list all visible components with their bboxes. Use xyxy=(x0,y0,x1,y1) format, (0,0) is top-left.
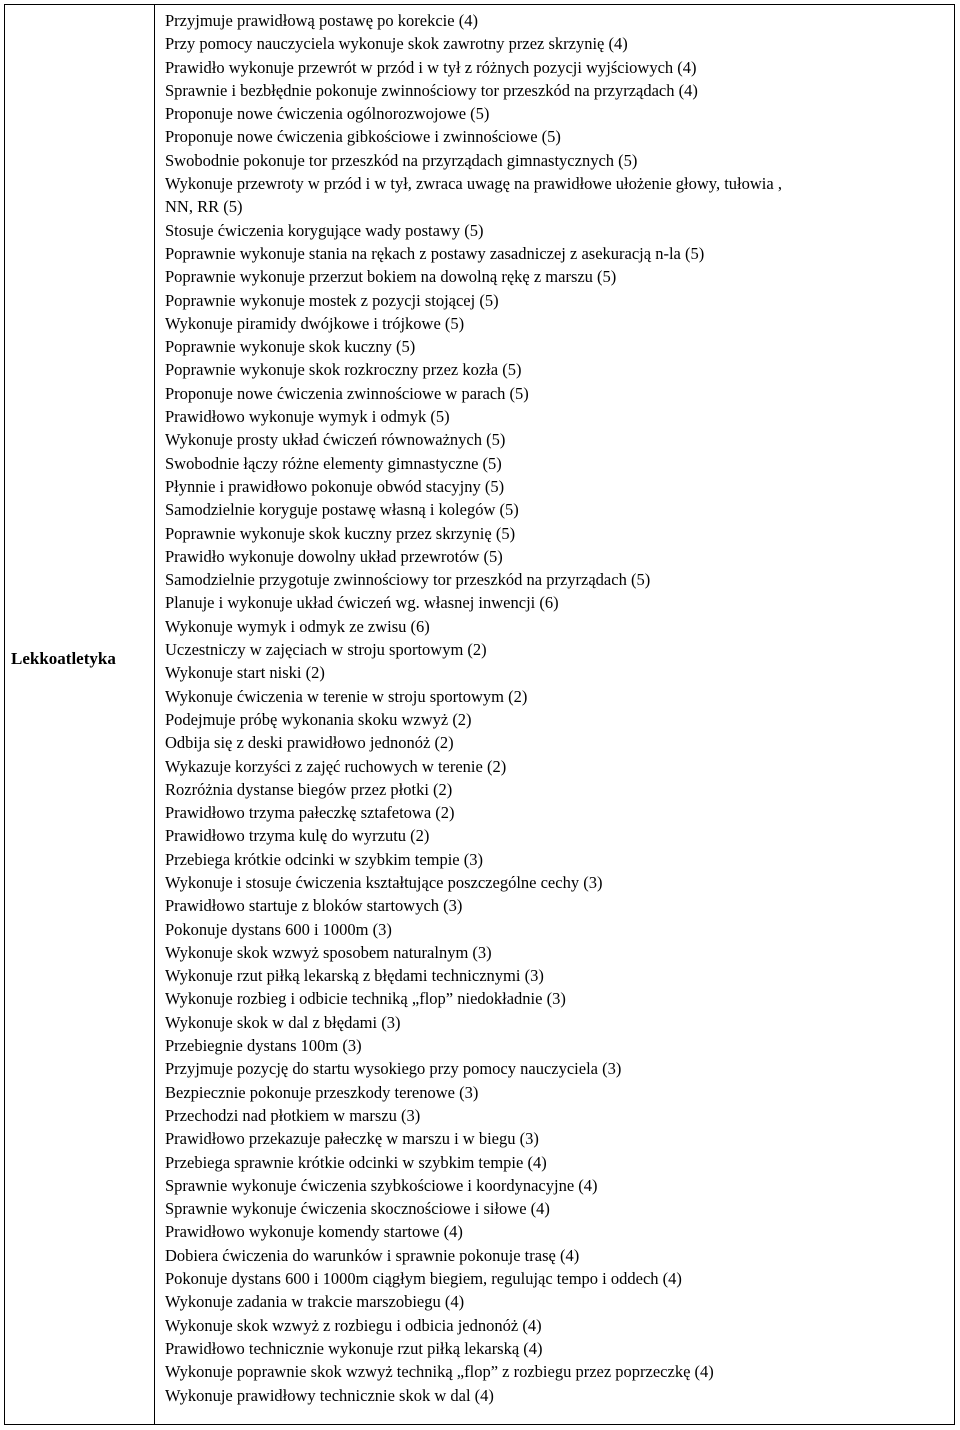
criteria-item: Pokonuje dystans 600 i 1000m (3) xyxy=(165,919,392,939)
criteria-item: Wykonuje poprawnie skok wzwyż techniką „flop” z rozbiegu przez poprzeczkę (4) xyxy=(165,1362,714,1382)
criteria-item: Wykonuje zadania w trakcie marszobiegu (4) xyxy=(165,1292,465,1312)
criteria-item: Wykonuje wymyk i odmyk ze zwisu (6) xyxy=(165,616,430,636)
criteria-item: Poprawnie wykonuje przerzut bokiem na dowolną rękę z marszu (5) xyxy=(165,267,617,287)
criteria-item: Samodzielnie koryguje postawę własną i kolegów (5) xyxy=(165,500,519,520)
category-label: Lekkoatletyka xyxy=(11,649,116,668)
criteria-item: Wykonuje prosty układ ćwiczeń równoważnych (5) xyxy=(165,430,506,450)
criteria-item: Odbija się z deski prawidłowo jednonóż (2) xyxy=(165,733,454,753)
criteria-item: Sprawnie i bezbłędnie pokonuje zwinnościowy tor przeszkód na przyrządach (4) xyxy=(165,80,698,100)
criteria-item: Wykonuje i stosuje ćwiczenia kształtujące poszczególne cechy (3) xyxy=(165,872,603,892)
criteria-item: Prawidło wykonuje przewrót w przód i w tył z różnych pozycji wyjściowych (4) xyxy=(165,57,697,77)
criteria-item: Poprawnie wykonuje stania na rękach z postawy zasadniczej z asekuracją n-la (5) xyxy=(165,243,705,263)
criteria-item: Proponuje nowe ćwiczenia gibkościowe i zwinnościowe (5) xyxy=(165,127,561,147)
criteria-item: Swobodnie łączy różne elementy gimnastyczne (5) xyxy=(165,453,502,473)
criteria-item: Wykonuje skok w dal z błędami (3) xyxy=(165,1012,401,1032)
criteria-item: Rozróżnia dystanse biegów przez płotki (2) xyxy=(165,779,453,799)
criteria-item: Dobiera ćwiczenia do warunków i sprawnie pokonuje trasę (4) xyxy=(165,1245,580,1265)
criteria-item: Wykonuje przewroty w przód i w tył, zwraca uwagę na prawidłowe ułożenie głowy, tułowia , xyxy=(165,174,782,194)
criteria-item: Prawidłowo wykonuje komendy startowe (4) xyxy=(165,1222,463,1242)
criteria-item: Prawidłowo trzyma kulę do wyrzutu (2) xyxy=(165,826,430,846)
criteria-item: Poprawnie wykonuje skok kuczny (5) xyxy=(165,337,416,357)
criteria-item: Przebiegnie dystans 100m (3) xyxy=(165,1036,362,1056)
criteria-item: NN, RR (5) xyxy=(165,197,243,217)
criteria-item: Samodzielnie przygotuje zwinnościowy tor przeszkód na przyrządach (5) xyxy=(165,570,651,590)
criteria-item: Prawidłowo startuje z bloków startowych (3) xyxy=(165,896,463,916)
criteria-item: Płynnie i prawidłowo pokonuje obwód stacyjny (5) xyxy=(165,476,505,496)
criteria-item: Wykonuje skok wzwyż sposobem naturalnym (3) xyxy=(165,942,492,962)
criteria-item: Planuje i wykonuje układ ćwiczeń wg. własnej inwencji (6) xyxy=(165,593,559,613)
criteria-item: Podejmuje próbę wykonania skoku wzwyż (2) xyxy=(165,709,472,729)
criteria-item: Poprawnie wykonuje skok rozkroczny przez kozła (5) xyxy=(165,360,522,380)
criteria-list xyxy=(155,5,954,1424)
criteria-item: Wykazuje korzyści z zajęć ruchowych w terenie (2) xyxy=(165,756,507,776)
criteria-item: Prawidło wykonuje dowolny układ przewrotów (5) xyxy=(165,546,503,566)
criteria-item: Prawidłowo przekazuje pałeczkę w marszu i w biegu (3) xyxy=(165,1129,539,1149)
criteria-item: Proponuje nowe ćwiczenia ogólnorozwojowe (5) xyxy=(165,104,490,124)
criteria-item: Wykonuje ćwiczenia w terenie w stroju sportowym (2) xyxy=(165,686,528,706)
criteria-item: Przy pomocy nauczyciela wykonuje skok zawrotny przez skrzynię (4) xyxy=(165,34,628,54)
category-cell xyxy=(5,5,155,1424)
criteria-item: Wykonuje prawidłowy technicznie skok w dal (4) xyxy=(165,1385,494,1405)
criteria-item: Sprawnie wykonuje ćwiczenia szybkościowe i koordynacyjne (4) xyxy=(165,1175,598,1195)
criteria-item: Wykonuje piramidy dwójkowe i trójkowe (5) xyxy=(165,313,465,333)
criteria-item: Wykonuje start niski (2) xyxy=(165,663,325,683)
criteria-item: Stosuje ćwiczenia korygujące wady postawy (5) xyxy=(165,220,484,240)
criteria-item: Prawidłowo wykonuje wymyk i odmyk (5) xyxy=(165,407,450,427)
criteria-item: Wykonuje rzut piłką lekarską z błędami technicznymi (3) xyxy=(165,966,544,986)
criteria-item: Uczestniczy w zajęciach w stroju sportowym (2) xyxy=(165,640,487,660)
criteria-item: Przebiega krótkie odcinki w szybkim tempie (3) xyxy=(165,849,483,869)
criteria-item: Prawidłowo technicznie wykonuje rzut piłką lekarską (4) xyxy=(165,1338,543,1358)
criteria-item: Sprawnie wykonuje ćwiczenia skocznościowe i siłowe (4) xyxy=(165,1199,550,1219)
criteria-item: Przyjmuje prawidłową postawę po korekcie (4) xyxy=(165,11,478,30)
criteria-item: Przebiega sprawnie krótkie odcinki w szybkim tempie (4) xyxy=(165,1152,547,1172)
criteria-item: Prawidłowo trzyma pałeczkę sztafetowa (2) xyxy=(165,803,455,823)
criteria-item: Wykonuje skok wzwyż z rozbiegu i odbicia jednonóż (4) xyxy=(165,1315,542,1335)
criteria-item: Swobodnie pokonuje tor przeszkód na przyrządach gimnastycznych (5) xyxy=(165,150,638,170)
criteria-item: Proponuje nowe ćwiczenia zwinnościowe w parach (5) xyxy=(165,383,529,403)
criteria-item: Przechodzi nad płotkiem w marszu (3) xyxy=(165,1105,421,1125)
criteria-item: Poprawnie wykonuje skok kuczny przez skrzynię (5) xyxy=(165,523,516,543)
criteria-item: Pokonuje dystans 600 i 1000m ciągłym biegiem, regulując tempo i oddech (4) xyxy=(165,1269,682,1289)
criteria-item: Bezpiecznie pokonuje przeszkody terenowe (3) xyxy=(165,1082,479,1102)
criteria-item: Przyjmuje pozycję do startu wysokiego przy pomocy nauczyciela (3) xyxy=(165,1059,622,1079)
criteria-table xyxy=(4,4,955,1425)
criteria-item: Poprawnie wykonuje mostek z pozycji stojącej (5) xyxy=(165,290,499,310)
criteria-item: Wykonuje rozbieg i odbicie techniką „flop” niedokładnie (3) xyxy=(165,989,566,1009)
